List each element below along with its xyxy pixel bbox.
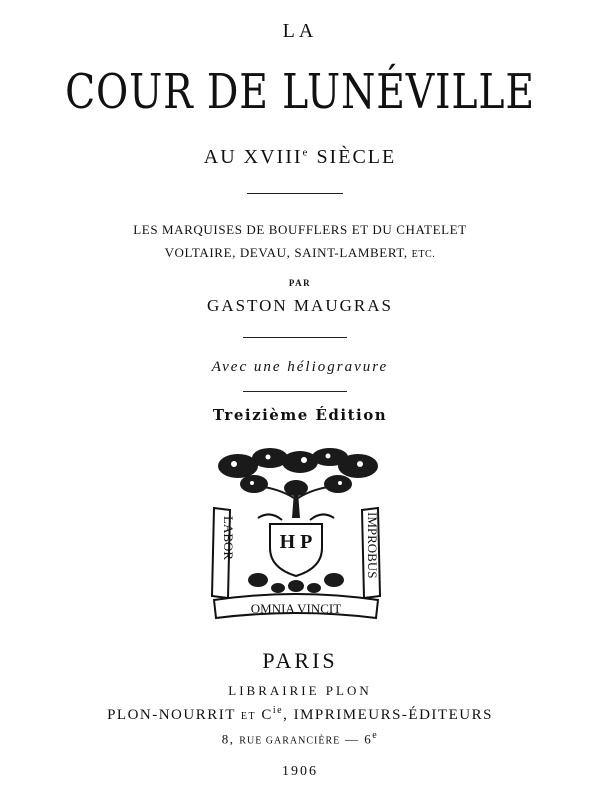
description-line-2 <box>0 245 600 261</box>
subtitle-siecle: SIÈCLE <box>309 146 397 168</box>
address-street: RUE GARANCIÈRE <box>239 735 341 747</box>
author-name: GASTON MAUGRAS <box>207 296 393 315</box>
divider <box>247 193 343 194</box>
divider <box>243 337 347 338</box>
byline-par: PAR <box>288 278 312 288</box>
divider <box>243 391 347 392</box>
publisher-device-icon <box>208 448 384 626</box>
address-number: 8, <box>221 731 235 747</box>
description-line-1: LES MARQUISES DE BOUFFLERS ET DU CHATELET <box>133 222 467 237</box>
description-etc: ETC. <box>411 249 436 260</box>
address-arrondissement-sup: e <box>372 730 379 741</box>
subtitle-century: AU XVIII <box>203 146 303 168</box>
imprint-year: 1906 <box>282 764 318 779</box>
description-names: VOLTAIRE, DEVAU, SAINT-LAMBERT, <box>164 245 408 260</box>
band-left-text: LABOR <box>221 516 236 561</box>
ribbon-motto-text: OMNIA VINCIT <box>250 601 342 616</box>
printer-et: ET <box>240 711 257 722</box>
subtitle-superscript: e <box>302 146 310 159</box>
band-right-text: IMPROBUS <box>365 512 380 579</box>
imprint-address <box>0 730 600 747</box>
printer-company-sup: ie <box>272 705 284 716</box>
printer-company: C <box>261 707 273 723</box>
imprint-printer <box>0 705 600 724</box>
address-arrondissement: 6 <box>364 731 373 747</box>
printer-role: , IMPRIMEURS-ÉDITEURS <box>283 707 493 723</box>
foliage-icon <box>218 448 378 496</box>
monogram-text: H P <box>279 531 313 553</box>
edition-note: Treizième Édition <box>212 406 388 424</box>
imprint-publisher: LIBRAIRIE PLON <box>228 683 372 698</box>
title-article: LA <box>282 20 318 42</box>
imprint-city: PARIS <box>262 648 338 673</box>
address-dash: — <box>345 731 360 747</box>
printer-name: PLON-NOURRIT <box>107 707 236 723</box>
illustration-note: Avec une héliogravure <box>211 359 389 375</box>
subtitle <box>0 146 600 169</box>
page-title: COUR DE LUNÉVILLE <box>65 64 535 120</box>
